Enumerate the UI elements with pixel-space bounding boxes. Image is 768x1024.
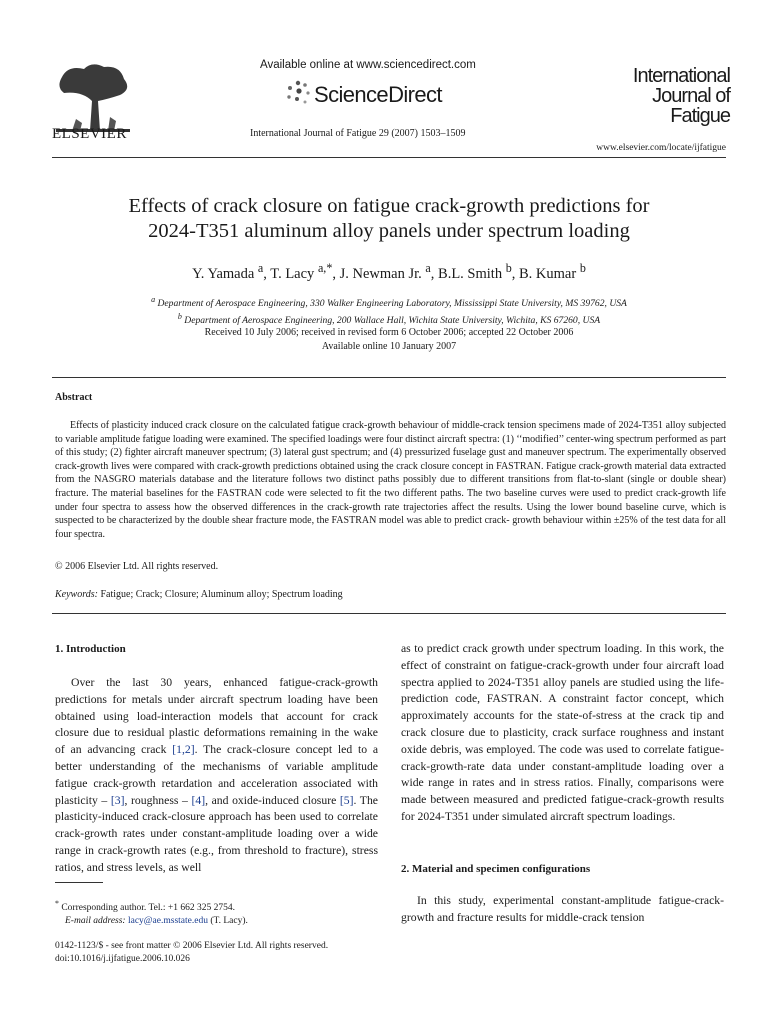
keywords-label: Keywords: bbox=[55, 589, 98, 600]
affiliation-b: $^b$ Department of Aerospace Engineering, 200 Wallace Hall, Wichita State University, Wichita, KS 67260, USA bbox=[177, 312, 601, 327]
footnote-divider bbox=[55, 882, 103, 883]
corresponding-author-text: Corresponding author. Tel.: +1 662 325 2754. bbox=[61, 903, 235, 914]
author-list: Y. Yamada $^a$, T. Lacy $^{a,*}$, J. Newman Jr. $^a$, B.L. Smith $^b$, B. Kumar $^b$ bbox=[192, 261, 586, 282]
journal-logo-line-2: Journal of bbox=[652, 85, 730, 107]
sciencedirect-wordmark: ScienceDirect bbox=[314, 82, 442, 107]
sciencedirect-dots-icon bbox=[284, 78, 312, 108]
article-title-line-2: 2024-T351 aluminum alloy panels under spectrum loading bbox=[148, 220, 630, 242]
article-title bbox=[52, 194, 726, 244]
keywords-list: Fatigue; Crack; Closure; Aluminum alloy; Spectrum loading bbox=[100, 589, 343, 600]
citation-link[interactable]: [4] bbox=[191, 793, 206, 807]
header-divider bbox=[52, 157, 726, 158]
email-label: E-mail address: bbox=[65, 916, 126, 927]
available-online-date: Available online 10 January 2007 bbox=[321, 340, 457, 352]
author-name: J. Newman Jr. bbox=[339, 265, 422, 282]
email-link[interactable]: lacy@ae.msstate.edu bbox=[127, 916, 208, 927]
received-dates: Received 10 July 2006; received in revised form 6 October 2006; accepted 22 October 2006 bbox=[204, 327, 574, 338]
keywords-divider bbox=[52, 613, 726, 614]
footnote-star: * bbox=[55, 899, 59, 908]
abstract-copyright: © 2006 Elsevier Ltd. All rights reserved. bbox=[55, 561, 219, 572]
journal-logo-line-1: International bbox=[632, 65, 730, 87]
affiliation-a: $^a$ Department of Aerospace Engineering, 330 Walker Engineering Laboratory, Mississippi State University, MS 39762, USA bbox=[151, 295, 627, 310]
keywords bbox=[55, 589, 343, 600]
section-heading-material: 2. Material and specimen configurations bbox=[401, 863, 591, 875]
article-history bbox=[52, 326, 726, 353]
issn-line: 0142-1123/$ - see front matter © 2006 Elsevier Ltd. All rights reserved. bbox=[55, 941, 329, 951]
email-suffix: (T. Lacy). bbox=[210, 916, 248, 927]
author-affiliation-mark: b bbox=[579, 261, 586, 275]
abstract-heading: Abstract bbox=[55, 392, 93, 403]
author-affiliation-mark: a bbox=[425, 261, 431, 275]
journal-logo bbox=[590, 66, 730, 132]
author-name: B.L. Smith bbox=[438, 265, 503, 282]
introduction-paragraph: Over the last 30 years, enhanced fatigue-crack-growth predictions for metals under aircraft spectrum loading have been obtained using load-interaction models that account for crack closure due to residual plastic deformations remaining in the wake of an advancing crack [1,2]. The crack-closure concept led to a better understanding of the mechanisms of variable amplitude fatigue crack-growth retardation and acceleration associated with plasticity – [3], roughness – [4], and oxide-induced closure [5]. The plasticity-induced crack-closure approach has been used to correlate crack-growth rates under constant-amplitude loading over a wide range in crack-growth rates (e.g., from threshold to fracture), stress ratios, and stress levels, as well bbox=[55, 676, 379, 874]
citation-link[interactable]: [3] bbox=[110, 793, 125, 807]
abstract-paragraph: Effects of plasticity induced crack closure on the calculated fatigue crack-growth behaviour of middle-crack tension specimens made of 2024-T351 alloy subjected to variable amplitude fatigue loading were examined. The specified loadings were four distinct aircraft spectra: (1) ‘‘modified’’ center-wing spectrum performed as part of this study; (2) fighter aircraft maneuver spectrum; (3) lateral gust spectrum; and (4) pressurized fuselage gust and maneuver spectrum. The experimentally observed crack-growth lives were compared with crack-growth predictions obtained using the crack closure concept in FASTRAN. Fatigue crack-growth material data extracted from the NASGRO materials database and the literature follows two distinct paths possibly due to different transitions from flat-to-slant (single or double shear) fracture. The material baselines for the FASTRAN code were selected to fit the two different paths. The two baseline curves were used to predict crack-growth life under four spectra to assess how the observed differences in the crack-growth rate trajectories affect the results. Using the lower bound baseline curve, which is suspected to be characterized by the double shear fracture mode, the FASTRAN model was able to predict crack- growth behaviour within ±25% of the test data for all four spectra. bbox=[55, 420, 726, 540]
material-section-text bbox=[401, 893, 724, 927]
doi-line[interactable]: doi:10.1016/j.ijfatigue.2006.10.026 bbox=[55, 954, 190, 964]
body-column-left bbox=[55, 675, 378, 877]
author-name: B. Kumar bbox=[519, 265, 577, 282]
author-affiliation-mark: a,* bbox=[317, 261, 333, 275]
author-affiliation-mark: a bbox=[257, 261, 264, 275]
sciencedirect-available-online[interactable]: Available online at www.sciencedirect.com bbox=[260, 59, 476, 71]
citation-link[interactable]: [5] bbox=[339, 793, 354, 807]
abstract-body bbox=[55, 419, 726, 541]
citation-link[interactable]: [1,2] bbox=[172, 743, 195, 757]
abstract-divider bbox=[52, 377, 726, 378]
body-column-right bbox=[401, 641, 724, 826]
elsevier-wordmark: ELSEVIER bbox=[52, 126, 127, 142]
journal-logo-line-3: Fatigue bbox=[670, 105, 730, 127]
author-affiliation-mark: b bbox=[505, 261, 512, 275]
article-title-line-1: Effects of crack closure on fatigue crack-growth predictions for bbox=[128, 195, 650, 217]
sciencedirect-logo[interactable] bbox=[284, 78, 464, 112]
material-paragraph: In this study, experimental constant-amplitude fatigue-crack-growth and fracture results for middle-crack tension bbox=[401, 894, 724, 924]
issn-doi bbox=[55, 940, 328, 966]
section-heading-introduction: 1. Introduction bbox=[55, 643, 126, 655]
introduction-paragraph-continued: as to predict crack growth under spectrum loading. In this work, the effect of constraint on fatigue-crack-growth under four aircraft load spectra applied to 2024-T351 alloy panels are studied using the life-prediction code, FASTRAN. A constraint factor concept, which approximately accounts for the state-of-stress at the crack tip and crack closure due to plasticity, crack surface roughness and instant oxide debris, was employed. The code was used to correlate fatigue-crack-growth-rate data under constant-amplitude loading over a wide range in rates and in stress ratios. Finally, comparisons were made between measured and predicted fatigue-crack-growth results for 2024-T351 under simulated aircraft spectrum loadings. bbox=[401, 642, 724, 823]
corresponding-author-footnote bbox=[55, 897, 248, 928]
author-name: Y. Yamada bbox=[192, 265, 255, 282]
author-name: T. Lacy bbox=[270, 265, 315, 282]
affiliations bbox=[52, 293, 726, 327]
journal-citation: International Journal of Fatigue 29 (2007) 1503–1509 bbox=[250, 128, 466, 139]
journal-url-link[interactable]: www.elsevier.com/locate/ijfatigue bbox=[596, 143, 726, 153]
